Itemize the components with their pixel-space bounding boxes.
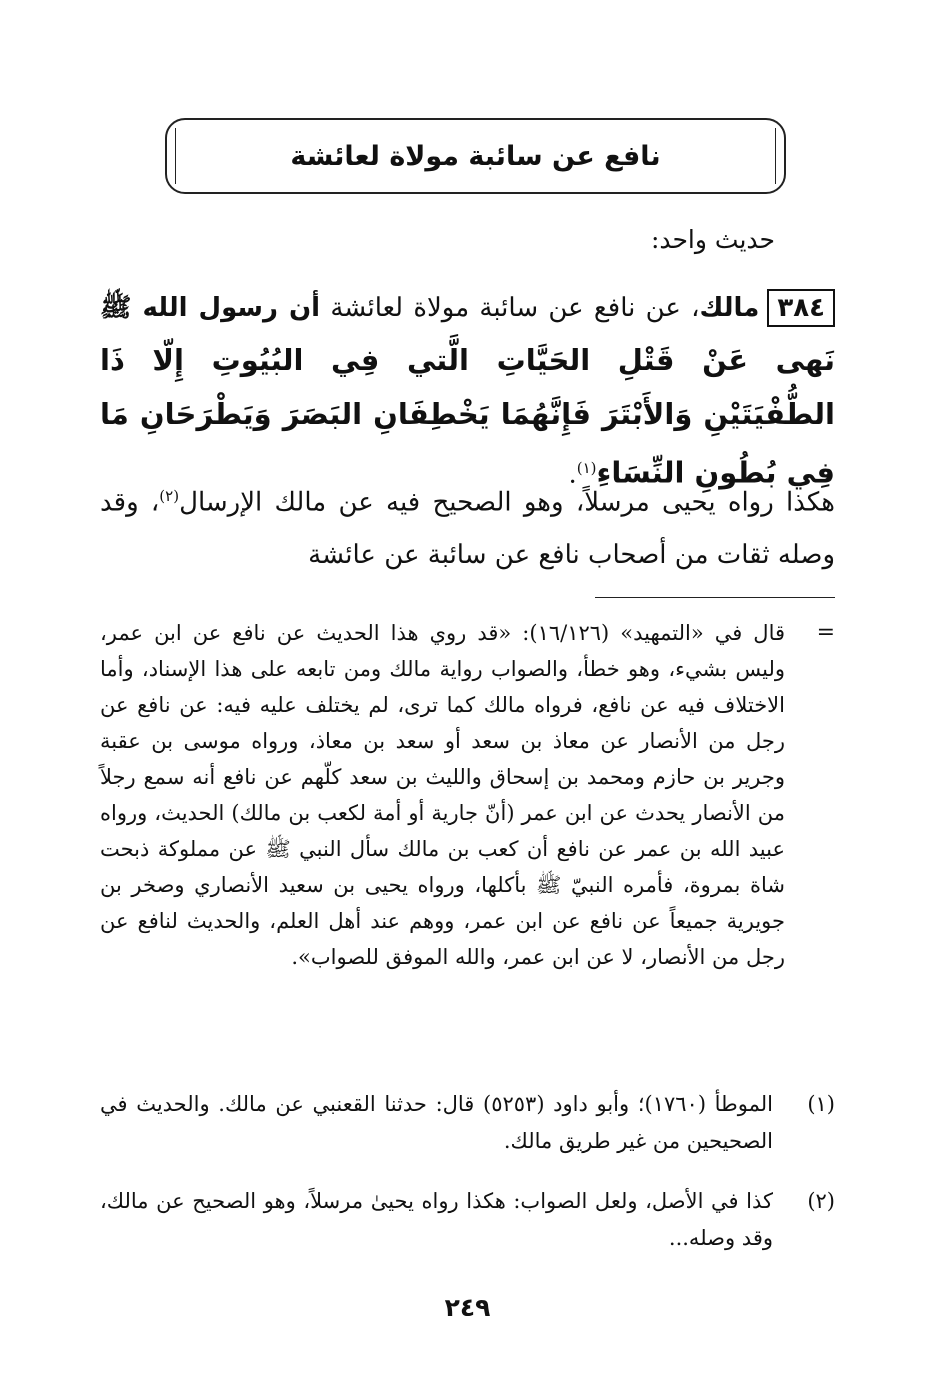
footnote-divider [595, 597, 835, 598]
hadith-paragraph [100, 280, 835, 501]
chapter-title-box [165, 118, 786, 194]
hadith-chain: ، عن نافع عن سائبة مولاة لعائشة [320, 293, 700, 323]
hadith-end: . [568, 459, 577, 490]
commentary-paragraph [100, 470, 835, 581]
footnote-ref-1: (١) [576, 459, 597, 477]
continued-footnote-text: قال في «التمهيد» (١٦/١٢٦): «قد روي هذا الحديث عن نافع عن ابن عمر، وليس بشيء، وهو خطأ، والصواب رواية مالك ومن تابعه على هذا الإسناد، وأما الاختلاف فيه عن نافع، فرواه مالك كما ترى، لم يختلف عليه فيه: عن نافع عن رجل من الأنصار عن معاذ بن سعد أو سعد بن معاذ، ورواه موسى بن عقبة وجرير بن حازم ومحمد بن إسحاق والليث بن سعد كلّهم عن نافع أنه سمع رجلاً من الأنصار يحدث عن ابن عمر (أنّ جارية أو أمة لكعب بن مالك) الحديث، ورواه عبيد الله بن عمر عن نافع أن كعب بن مالك سأل النبي ﷺ عن مملوكة ذبحت شاة بمروة، فأمره النبيّ ﷺ بأكلها، ورواه يحيى بن سعيد الأنصاري وصخر بن جويرية جميعاً عن نافع عن ابن عمر، ووهم عند أهل العلم، والحديث لنافع عن رجل من الأنصار، لا عن ابن عمر، والله الموفق للصواب». [100, 621, 786, 969]
footnote-1-text: الموطأ (١٧٦٠)؛ وأبو داود (٥٢٥٣) قال: حدثنا القعنبي عن مالك. والحديث في الصحيحين من غير طريق مالك. [100, 1092, 773, 1153]
footnote-2-number: (٢) [807, 1189, 835, 1213]
page-number: ٢٤٩ [444, 1293, 491, 1322]
commentary-text-2: ، وقد وصله ثقات من أصحاب نافع عن سائبة عن عائشة [100, 487, 835, 570]
footnote-1 [100, 1086, 835, 1160]
hadith-text: نَهى عَنْ قَتْلِ الحَيَّاتِ الَّتي فِي البُيُوتِ إِلّا ذَا الطُّفْيَتَيْنِ وَالأَبْتَرَ فَإِنَّهُمَا يَخْطِفَانِ البَصَرَ وَيَطْرَحَانِ مَا فِي بُطُونِ النِّسَاءِ [100, 343, 835, 490]
continuation-marker: = [816, 620, 835, 645]
continued-footnote [100, 615, 825, 975]
footnote-1-number: (١) [807, 1092, 835, 1116]
hadith-lead: أن رسول الله ﷺ [100, 293, 321, 323]
footnote-2-text: كذا في الأصل، ولعل الصواب: هكذا رواه يحيىٰ مرسلاً، وهو الصحيح عن مالك، وقد وصله... [100, 1189, 773, 1250]
commentary-text-1: هكذا رواه يحيى مرسلاً، وهو الصحيح فيه عن مالك الإرسال [179, 487, 835, 518]
hadith-number: ٣٨٤ [767, 289, 835, 327]
chapter-title: نافع عن سائبة مولاة لعائشة [290, 140, 661, 172]
hadith-narrator: مالك [699, 293, 760, 323]
section-label: حديث واحد: [650, 225, 775, 254]
footnote-ref-2: (٢) [159, 487, 180, 505]
footnote-2 [100, 1183, 835, 1257]
